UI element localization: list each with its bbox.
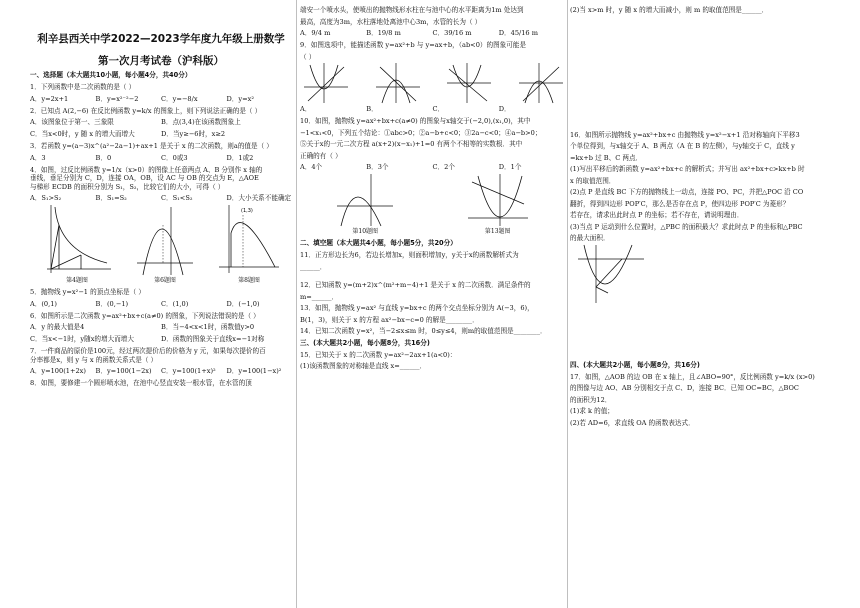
option-d: D．当y≥−6时，x≥2 bbox=[161, 130, 226, 138]
option-a-graph bbox=[300, 61, 350, 105]
option-c: C．2个 bbox=[432, 163, 455, 171]
question-1-options bbox=[30, 95, 292, 104]
question-14: 14．已知二次函数 y=x²，当−2≤x≤m 时，0≤y≤4，则m的取值范围是________． bbox=[300, 327, 547, 335]
parabola-figure bbox=[335, 172, 395, 228]
figure-10 bbox=[335, 172, 395, 236]
section-heading: 三、(本大题共2小题，每小题8分，共16分) bbox=[300, 338, 430, 347]
question-16-line: 的最大面积． bbox=[570, 234, 610, 242]
question-8-options bbox=[300, 29, 565, 38]
question-16-line: (2)点 P 是直线 BC 下方的抛物线上一动点，连接 PO、PC，并把△POC 沿 CO bbox=[570, 188, 804, 196]
question-15: 15．已知关于 x 的二次函数 y=ax²−2ax+1(a<0)： bbox=[300, 350, 457, 359]
option-d: D．(−1,0) bbox=[226, 299, 260, 308]
question-7: 7．一件商品的原价是100元，经过两次提价后的价格为 y 元，如果每次提价的百 bbox=[30, 347, 266, 355]
exam-subtitle: 第一次月考试卷（沪科版） bbox=[98, 55, 224, 67]
option-a: A．该图象位于第一、三象限 bbox=[30, 118, 114, 126]
column-1 bbox=[30, 0, 292, 608]
question-8-line: 端安一个喷水头，使喷出的抛物线形水柱在与池中心的水平距离为1m 处达到 bbox=[300, 6, 524, 14]
question-6-options bbox=[30, 323, 292, 332]
question-17-line: 的面积为12． bbox=[570, 395, 612, 404]
option-d: D．1个 bbox=[498, 163, 522, 171]
option-b: B．y=x²⁻²−2 bbox=[95, 94, 139, 103]
question-10: 10．如图，抛物线 y=ax²+bx+c(a≠0) 的图象与x轴交于(−2,0),(x₁,0)，其中 bbox=[300, 117, 531, 125]
question-12: 12．已知函数 y=(m+2)x^(m²+m−4)+1 是关于 x 的二次函数．满足条件的 bbox=[300, 281, 531, 289]
question-11: 11．正方形边长为6，若边长增加x，则面积增加y，y关于x的函数解析式为 bbox=[300, 251, 519, 259]
option-d: D．45/16 m bbox=[498, 29, 538, 37]
question-9: 9．如图选项中，能描述函数 y=ax²+b 与 y=ax+b，（ab<0）的图象可能是 bbox=[300, 41, 527, 49]
question-12-line: m=______． bbox=[300, 292, 339, 301]
question-6-options bbox=[30, 335, 292, 344]
option-a: A． bbox=[300, 105, 312, 113]
option-c: C．(1,0) bbox=[161, 299, 189, 308]
option-a: A．4个 bbox=[300, 163, 323, 171]
question-15-part-2: (2)当 x>m 时，y 随 x 的增大而减小，则 m 的取值范围是______． bbox=[570, 6, 769, 14]
option-b: B．19/8 m bbox=[366, 29, 401, 37]
figure-4 bbox=[41, 203, 113, 285]
option-d: D． bbox=[498, 105, 511, 113]
question-2-options bbox=[30, 118, 292, 127]
option-c: C． bbox=[432, 105, 445, 113]
question-2-options bbox=[30, 130, 292, 139]
option-b: B．S₁=S₂ bbox=[95, 194, 127, 202]
figure-caption: 第6题图 bbox=[154, 277, 176, 284]
question-7-line: 分率都是x，则 y 与 x 的函数关系式是（ ） bbox=[30, 355, 158, 364]
question-16-line: 翻折，得到四边形 POP′C，那么是否存在点 P，使四边形 POP′C 为菱形？ bbox=[570, 199, 790, 208]
option-a: A．S₁>S₂ bbox=[30, 194, 62, 202]
question-2: 2．已知点 A(2,−6) 在反比例函数 y=k/x 的图象上，则下列说法正确的是（ ） bbox=[30, 106, 262, 115]
question-16-figure bbox=[576, 243, 646, 305]
question-3-options bbox=[30, 154, 292, 163]
question-4-line: 与梯形 ECDB 的面积分别为 S₁，S₂，比较它们的大小，可得（ ） bbox=[30, 182, 225, 191]
option-b-graph bbox=[372, 61, 422, 105]
question-4-line: 垂线，垂足分别为 C，D，连接 OA，OB，设 AC 与 OB 的交点为 E，△AOE bbox=[30, 174, 259, 182]
option-a: A．9/4 m bbox=[300, 29, 331, 37]
question-13-line: B(1，3)，则关于 x 的方程 ax²−bx−c=0 的解是________． bbox=[300, 315, 479, 324]
question-16-line: 个单位得到，与x轴交于 A、B 两点（A 在 B 的左侧），与y轴交于 C，直线 y bbox=[570, 142, 795, 150]
section-heading: 四、(本大题共2小题，每小题8分，共16分) bbox=[570, 360, 700, 369]
option-a: A．y=100(1+2x) bbox=[30, 367, 86, 375]
option-c: C．当x<0时，y 随 x 的增大而增大 bbox=[30, 130, 135, 138]
figure-caption: 第8题图 bbox=[238, 277, 260, 284]
question-1: 1．下列函数中是二次函数的是（ ） bbox=[30, 83, 136, 91]
option-d: D．函数的图象关于直线x=−1对称 bbox=[161, 335, 265, 343]
exam-title: 利辛县西关中学2022—2023学年度九年级上册数学 bbox=[37, 33, 285, 45]
section-heading: 一、选择题（本大题共10小题，每小题4分，共40分） bbox=[30, 71, 192, 79]
option-c: C．S₁<S₂ bbox=[161, 194, 193, 202]
fountain-figure bbox=[217, 203, 281, 277]
option-c: C．y=−8/x bbox=[161, 94, 198, 103]
question-16: 16．如图所示抛物线 y=ax²+bx+c 由抛物线 y=x²−x+1 沿对称轴向下平移3 bbox=[570, 130, 800, 139]
option-d: D．大小关系不能确定 bbox=[226, 194, 292, 202]
option-b: B．当−4<x<1时，函数值y>0 bbox=[161, 323, 255, 331]
question-13: 13．如图，抛物线 y=ax² 与直线 y=bx+c 的两个交点坐标分别为 A(−3，6)， bbox=[300, 304, 534, 312]
column-2 bbox=[300, 0, 565, 608]
figure-6 bbox=[135, 203, 195, 285]
question-4: 4．如图，过反比例函数 y=1/x（x>0）的图像上任意两点 A、B 分别作 x 轴的 bbox=[30, 165, 263, 174]
option-a: A．3 bbox=[30, 153, 46, 162]
option-c: C．39/16 m bbox=[432, 29, 472, 37]
question-17-part-1: (1)求 k 的值； bbox=[570, 407, 614, 415]
question-10-line: 正确的有（ ） bbox=[300, 151, 342, 160]
question-7-options bbox=[30, 367, 292, 376]
figure-13 bbox=[466, 172, 530, 236]
question-16-line: (1)写出平移后的新函数 y=ax²+bx+c 的解析式；并写出 ax²+bx+c>kx+b 时 bbox=[570, 165, 805, 173]
option-b: B．点(3,4)在该函数图象上 bbox=[161, 118, 241, 126]
option-a: A．(0,1) bbox=[30, 299, 57, 308]
figure-caption: 第4题图 bbox=[66, 277, 88, 284]
question-10-line: −1<x₁<0，下列五个结论：①abc>0；②a−b+c<0；③2a−c<0；④a−b>0； bbox=[300, 128, 542, 137]
question-10-line: ⑤关于x的一元二次方程 a(x+2)(x−x₁)+1=0 有两个不相等的实数根．其中 bbox=[300, 140, 523, 148]
question-5: 5．抛物线 y=x²−1 的顶点坐标是（ ） bbox=[30, 288, 145, 296]
parabola-line-figure bbox=[466, 172, 530, 228]
column-3 bbox=[570, 0, 855, 608]
column-divider bbox=[567, 0, 568, 608]
question-6: 6．如图所示是二次函数 y=ax²+bx+c(a≠0) 的图象，下列说法错误的是（ ） bbox=[30, 311, 260, 320]
question-9-line: （ ） bbox=[300, 52, 316, 61]
figure-row bbox=[30, 203, 292, 285]
point-label: (1,3) bbox=[241, 208, 253, 214]
hyperbola-figure bbox=[41, 203, 113, 277]
option-b: B．(0,−1) bbox=[95, 299, 129, 308]
figure-8 bbox=[217, 203, 281, 285]
option-b: B．y=100(1−2x) bbox=[95, 367, 152, 375]
question-16-line: x 的取值范围． bbox=[570, 176, 616, 185]
option-d: D．y=100(1−x)² bbox=[226, 367, 282, 375]
question-16-line: 若存在，请求出此时点 P 的坐标；若不存在，请说明理由． bbox=[570, 211, 744, 219]
option-d: D．y=x² bbox=[226, 94, 254, 103]
parabola-figure bbox=[135, 203, 195, 277]
question-10-options bbox=[300, 163, 565, 172]
question-17: 17．如图，△AOB 的边 OB 在 x 轴上，且∠ABO=90°，反比例函数 y=k/x (x>0) bbox=[570, 372, 815, 381]
option-b: B．0 bbox=[95, 153, 112, 162]
question-9-figures bbox=[300, 61, 565, 105]
option-d-graph bbox=[515, 61, 565, 105]
option-c: C．当x<−1时，y随x的增大而增大 bbox=[30, 335, 134, 343]
option-b: B． bbox=[366, 105, 378, 113]
option-a: A．y 的最大值是4 bbox=[30, 323, 85, 331]
question-15-part-1: (1)该函数图象的对称轴是直线 x=______． bbox=[300, 362, 427, 370]
option-c: C．y=100(1+x)² bbox=[161, 367, 216, 375]
option-c-graph bbox=[443, 61, 493, 105]
figure-caption: 第10题图 bbox=[352, 228, 379, 235]
column-divider bbox=[296, 0, 297, 608]
figure-caption: 第13题图 bbox=[484, 228, 511, 235]
figure-row bbox=[300, 172, 565, 236]
question-17-part-2: (2)若 AD=6，求直线 OA 的函数表达式． bbox=[570, 418, 695, 427]
question-11-line: ______． bbox=[300, 262, 327, 271]
question-9-options bbox=[300, 105, 565, 114]
question-3: 3．若函数 y=(a−3)x^(a²−2a−1)+ax+1 是关于 x 的二次函数，则a的值是（ ） bbox=[30, 142, 273, 150]
question-8-line: 最高，高度为3m，水柱落地处离池中心3m，水管的长为（ ） bbox=[300, 17, 482, 26]
option-d: D．1或2 bbox=[226, 153, 254, 162]
question-4-options bbox=[30, 194, 292, 203]
question-16-line: (3)当点 P 运动到什么位置时，△PBC 的面积最大？求此时点 P 的坐标和△PBC bbox=[570, 222, 803, 231]
option-a: A．y=2x+1 bbox=[30, 94, 69, 103]
option-c: C．0或3 bbox=[161, 153, 188, 162]
question-5-options bbox=[30, 300, 292, 309]
question-8: 8．如图，要修建一个圆形喷水池，在池中心竖直安装一根水管，在水管的顶 bbox=[30, 379, 252, 387]
question-17-line: 的图像与边 AO、AB 分别相交于点 C、D，连接 BC．已知 OC=BC，△BOC bbox=[570, 384, 799, 392]
section-heading: 二、填空题（本大题共4小题，每小题5分，共20分） bbox=[300, 239, 457, 247]
question-16-line: =kx+b 过 B、C 两点． bbox=[570, 153, 643, 162]
option-b: B．3个 bbox=[366, 163, 389, 171]
